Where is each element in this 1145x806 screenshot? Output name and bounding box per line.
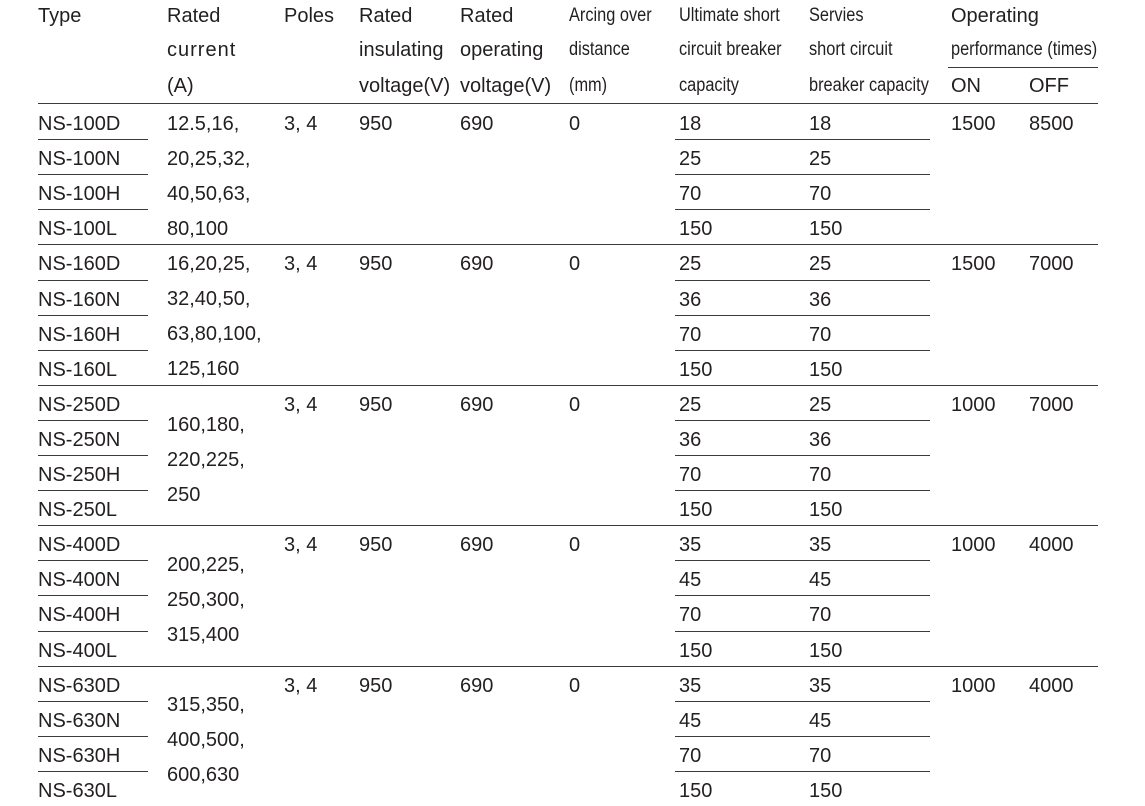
header-ultimate-line2: circuit breaker (679, 39, 782, 60)
operations-off-cell: 7000 (1029, 253, 1074, 275)
arcing-distance-cell: 0 (569, 113, 581, 135)
group-divider (38, 666, 1098, 667)
rated-current-cell: 250,300, (167, 589, 245, 611)
service-capacity-cell: 70 (809, 183, 832, 205)
service-capacity-cell: 45 (809, 569, 832, 591)
header-service-line1: Servies (809, 5, 864, 26)
ultimate-capacity-cell: 150 (679, 218, 713, 240)
ultimate-capacity-cell: 70 (679, 324, 702, 346)
type-row-divider (38, 595, 148, 596)
ultimate-capacity-cell: 150 (679, 640, 713, 662)
operations-off-cell: 7000 (1029, 394, 1074, 416)
rated-current-cell: 125,160 (167, 358, 240, 380)
rated-current-cell: 160,180, (167, 414, 245, 436)
type-cell: NS-630L (38, 780, 117, 802)
insulating-voltage-cell: 950 (359, 534, 393, 556)
header-insulating-line2: insulating (359, 39, 444, 61)
rated-current-cell: 200,225, (167, 554, 245, 576)
header-rated-current-line2: current (167, 39, 237, 61)
poles-cell: 3, 4 (284, 253, 318, 275)
type-row-divider (38, 560, 148, 561)
type-cell: NS-160H (38, 324, 121, 346)
header-poles: Poles (284, 5, 335, 27)
operations-off-cell: 4000 (1029, 534, 1074, 556)
type-row-divider (38, 771, 148, 772)
type-row-divider (38, 280, 148, 281)
header-type: Type (38, 5, 82, 27)
type-row-divider (38, 315, 148, 316)
service-capacity-cell: 36 (809, 289, 832, 311)
operations-off-cell: 8500 (1029, 113, 1074, 135)
insulating-voltage-cell: 950 (359, 675, 393, 697)
header-ultimate-line1: Ultimate short (679, 5, 780, 26)
capacity-row-divider (675, 280, 930, 281)
operating-voltage-cell: 690 (460, 675, 494, 697)
type-cell: NS-100N (38, 148, 121, 170)
service-capacity-cell: 70 (809, 745, 832, 767)
type-cell: NS-100H (38, 183, 121, 205)
rated-current-cell: 220,225, (167, 449, 245, 471)
rated-current-cell: 32,40,50, (167, 288, 251, 310)
service-capacity-cell: 35 (809, 675, 832, 697)
ultimate-capacity-cell: 70 (679, 604, 702, 626)
type-row-divider (38, 455, 148, 456)
rated-current-cell: 12.5,16, (167, 113, 240, 135)
header-arcing-line3: (mm) (569, 75, 608, 96)
ultimate-capacity-cell: 25 (679, 394, 702, 416)
poles-cell: 3, 4 (284, 113, 318, 135)
service-capacity-cell: 70 (809, 604, 832, 626)
type-cell: NS-100D (38, 113, 121, 135)
arcing-distance-cell: 0 (569, 675, 581, 697)
capacity-row-divider (675, 174, 930, 175)
operating-voltage-cell: 690 (460, 534, 494, 556)
ultimate-capacity-cell: 36 (679, 289, 702, 311)
header-off: OFF (1029, 75, 1069, 97)
header-ultimate-line3: capacity (679, 75, 739, 96)
rated-current-cell: 20,25,32, (167, 148, 251, 170)
service-capacity-cell: 150 (809, 359, 843, 381)
header-rated-current-line3: (A) (167, 75, 194, 97)
service-capacity-cell: 70 (809, 324, 832, 346)
capacity-row-divider (675, 560, 930, 561)
rated-current-cell: 400,500, (167, 729, 245, 751)
type-cell: NS-630N (38, 710, 121, 732)
poles-cell: 3, 4 (284, 394, 318, 416)
type-cell: NS-250D (38, 394, 121, 416)
operating-voltage-cell: 690 (460, 113, 494, 135)
capacity-row-divider (675, 490, 930, 491)
service-capacity-cell: 150 (809, 640, 843, 662)
rated-current-cell: 63,80,100, (167, 323, 262, 345)
header-rated-current-line1: Rated (167, 5, 221, 27)
capacity-row-divider (675, 209, 930, 210)
type-cell: NS-160D (38, 253, 121, 275)
capacity-row-divider (675, 420, 930, 421)
ultimate-capacity-cell: 45 (679, 569, 702, 591)
ultimate-capacity-cell: 35 (679, 675, 702, 697)
ultimate-capacity-cell: 150 (679, 359, 713, 381)
type-cell: NS-400L (38, 640, 117, 662)
ultimate-capacity-cell: 45 (679, 710, 702, 732)
type-row-divider (38, 139, 148, 140)
operating-voltage-cell: 690 (460, 394, 494, 416)
type-row-divider (38, 420, 148, 421)
arcing-distance-cell: 0 (569, 253, 581, 275)
ultimate-capacity-cell: 70 (679, 464, 702, 486)
type-cell: NS-630D (38, 675, 121, 697)
service-capacity-cell: 25 (809, 394, 832, 416)
header-operating-line1: Rated (460, 5, 514, 27)
arcing-distance-cell: 0 (569, 534, 581, 556)
header-on: ON (951, 75, 981, 97)
service-capacity-cell: 18 (809, 113, 832, 135)
header-divider (38, 103, 1098, 104)
group-divider (38, 385, 1098, 386)
type-row-divider (38, 631, 148, 632)
capacity-row-divider (675, 455, 930, 456)
type-row-divider (38, 350, 148, 351)
header-arcing-line1: Arcing over (569, 5, 652, 26)
operations-on-cell: 1000 (951, 534, 996, 556)
rated-current-cell: 16,20,25, (167, 253, 251, 275)
type-cell: NS-250N (38, 429, 121, 451)
rated-current-cell: 250 (167, 484, 201, 506)
type-row-divider (38, 174, 148, 175)
rated-current-cell: 315,350, (167, 694, 245, 716)
poles-cell: 3, 4 (284, 534, 318, 556)
type-cell: NS-400N (38, 569, 121, 591)
poles-cell: 3, 4 (284, 675, 318, 697)
service-capacity-cell: 45 (809, 710, 832, 732)
header-arcing-line2: distance (569, 39, 630, 60)
service-capacity-cell: 70 (809, 464, 832, 486)
ultimate-capacity-cell: 150 (679, 780, 713, 802)
operating-voltage-cell: 690 (460, 253, 494, 275)
group-divider (38, 244, 1098, 245)
service-capacity-cell: 35 (809, 534, 832, 556)
type-cell: NS-400D (38, 534, 121, 556)
service-capacity-cell: 25 (809, 148, 832, 170)
rated-current-cell: 315,400 (167, 624, 240, 646)
capacity-row-divider (675, 315, 930, 316)
rated-current-cell: 40,50,63, (167, 183, 251, 205)
operations-on-cell: 1500 (951, 113, 996, 135)
arcing-distance-cell: 0 (569, 394, 581, 416)
insulating-voltage-cell: 950 (359, 394, 393, 416)
operations-on-cell: 1000 (951, 394, 996, 416)
type-row-divider (38, 701, 148, 702)
header-insulating-line3: voltage(V) (359, 75, 451, 97)
type-cell: NS-160L (38, 359, 117, 381)
header-operating-line2: operating (460, 39, 544, 61)
header-service-line2: short circuit (809, 39, 893, 60)
header-service-line3: breaker capacity (809, 75, 929, 96)
type-cell: NS-400H (38, 604, 121, 626)
type-cell: NS-100L (38, 218, 117, 240)
service-capacity-cell: 36 (809, 429, 832, 451)
service-capacity-cell: 150 (809, 499, 843, 521)
group-divider (38, 525, 1098, 526)
ultimate-capacity-cell: 36 (679, 429, 702, 451)
ultimate-capacity-cell: 150 (679, 499, 713, 521)
header-operating-performance-line1: Operating (951, 5, 1039, 27)
ultimate-capacity-cell: 70 (679, 183, 702, 205)
type-row-divider (38, 209, 148, 210)
header-operating-performance-line2: performance (times) (951, 39, 1098, 60)
capacity-row-divider (675, 701, 930, 702)
type-row-divider (38, 490, 148, 491)
insulating-voltage-cell: 950 (359, 113, 393, 135)
ultimate-capacity-cell: 35 (679, 534, 702, 556)
header-operating-line3: voltage(V) (460, 75, 552, 97)
header-insulating-line1: Rated (359, 5, 413, 27)
type-cell: NS-250H (38, 464, 121, 486)
capacity-row-divider (675, 771, 930, 772)
ultimate-capacity-cell: 70 (679, 745, 702, 767)
type-cell: NS-160N (38, 289, 121, 311)
header-subdivider (948, 67, 1098, 68)
service-capacity-cell: 150 (809, 780, 843, 802)
ultimate-capacity-cell: 25 (679, 253, 702, 275)
type-cell: NS-250L (38, 499, 117, 521)
insulating-voltage-cell: 950 (359, 253, 393, 275)
capacity-row-divider (675, 350, 930, 351)
ultimate-capacity-cell: 25 (679, 148, 702, 170)
service-capacity-cell: 25 (809, 253, 832, 275)
operations-on-cell: 1000 (951, 675, 996, 697)
capacity-row-divider (675, 736, 930, 737)
type-row-divider (38, 736, 148, 737)
operations-off-cell: 4000 (1029, 675, 1074, 697)
type-cell: NS-630H (38, 745, 121, 767)
capacity-row-divider (675, 139, 930, 140)
ultimate-capacity-cell: 18 (679, 113, 702, 135)
capacity-row-divider (675, 631, 930, 632)
rated-current-cell: 600,630 (167, 764, 240, 786)
rated-current-cell: 80,100 (167, 218, 229, 240)
service-capacity-cell: 150 (809, 218, 843, 240)
capacity-row-divider (675, 595, 930, 596)
operations-on-cell: 1500 (951, 253, 996, 275)
